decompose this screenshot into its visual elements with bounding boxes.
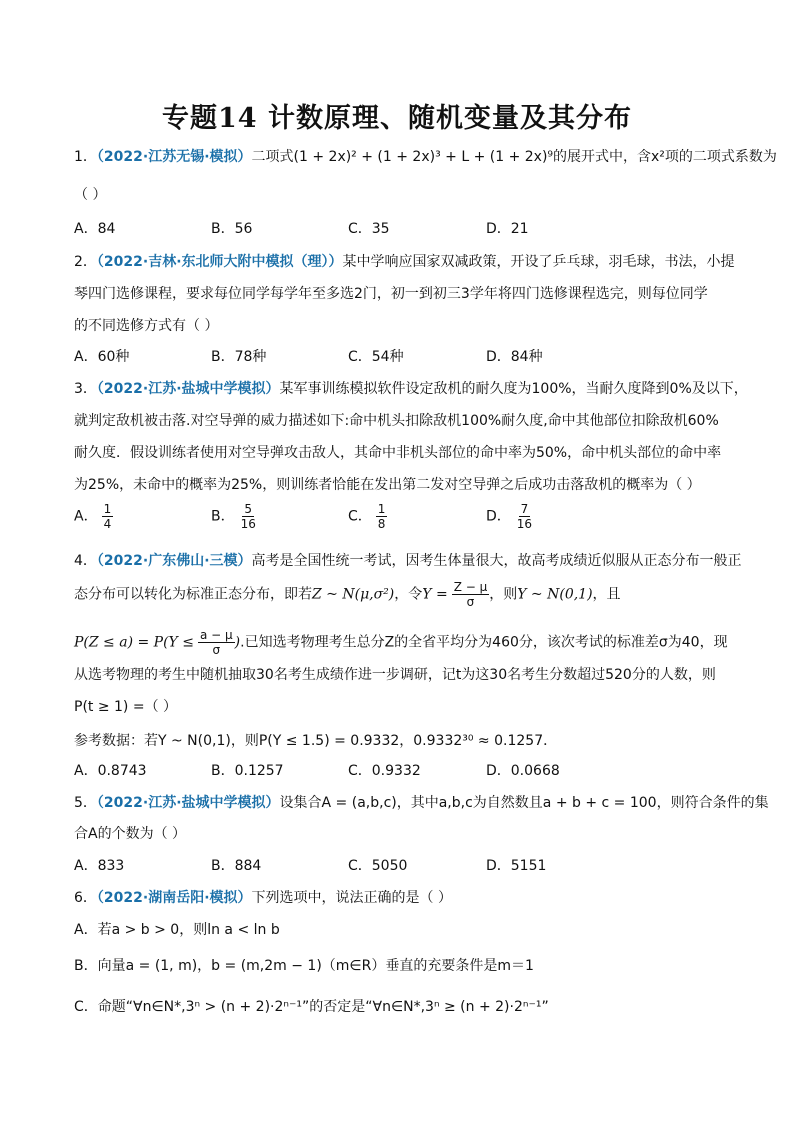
question-1 (74, 146, 777, 166)
option-a: A．833 (74, 858, 125, 874)
option-c: C．命题“∀n∈N*,3ⁿ > (n + 2)·2ⁿ⁻¹”的否定是“∀n∈N*,3ⁿ ≥ (n + 2)·2ⁿ⁻¹” (74, 999, 549, 1015)
question-text: 态分布可以转化为标准正态分布，即若Z ~ N(μ,σ²)，令Y = $\frac{Z - \mu}{\sigma}$ ，则Y ~ N(0,1)，且 (74, 580, 621, 609)
question-number: 5． (74, 795, 97, 811)
question-source: （2022·吉林·东北师大附中模拟（理）） (96, 254, 343, 270)
question-stem: 某中学响应国家双减政策，开设了乒乓球，羽毛球，书法，小提 (342, 254, 735, 270)
question-source: （2022·广东佛山·三模） (96, 553, 252, 569)
option-a: A．0.8743 (74, 763, 147, 779)
question-text: 从选考物理的考生中随机抽取30名考生成绩作进一步调研，记t为这30名考生分数超过520分的人数，则 (74, 667, 716, 683)
page-title: 专题14 计数原理、随机变量及其分布 (162, 103, 632, 134)
option-b: B．0.1257 (211, 763, 284, 779)
question-number: 4． (74, 553, 97, 569)
question-text: 就判定敌机被击落.对空导弹的威力描述如下:命中机头扣除敌机100%耐久度,命中其他部位扣除敌机60% (74, 413, 719, 429)
question-source: （2022·江苏·盐城中学模拟） (96, 795, 280, 811)
option-a: A．60种 (74, 349, 130, 365)
question-text: 琴四门选修课程，要求每位同学每学年至多选2门，初一到初三3学年将四门选修课程选完，则每位同学 (74, 286, 708, 302)
option-a: A． $\frac{1}{4}$ (74, 502, 112, 531)
question-5 (74, 792, 769, 812)
question-stem: 下列选项中，说法正确的是（ ） (251, 890, 452, 906)
answer-paren: （ ） (74, 187, 107, 203)
option-b: B．向量a = (1, m)，b = (m,2m − 1)（m∈R）垂直的充要条件是m＝1 (74, 958, 534, 974)
option-d: D．0.0668 (486, 763, 560, 779)
question-text: 合A的个数为（ ） (74, 826, 187, 842)
question-stem: 高考是全国性统一考试，因考生体量很大，故高考成绩近似服从正态分布一般正 (251, 553, 742, 569)
question-text: 耐久度．假设训练者使用对空导弹攻击敌人，其命中非机头部位的命中率为50%，命中机头部位的命中率 (74, 445, 722, 461)
option-b: B．884 (211, 858, 262, 874)
option-c: C． $\frac{1}{8}$ (348, 502, 386, 531)
option-c: C．35 (348, 221, 390, 237)
option-b: B． $\frac{5}{16}$ (211, 502, 256, 531)
option-b: B．78种 (211, 349, 267, 365)
option-c: C．5050 (348, 858, 408, 874)
option-d: D．5151 (486, 858, 547, 874)
option-c: C．0.9332 (348, 763, 421, 779)
question-text: P(Z ≤ a) = P(Y ≤ $\frac{a - \mu}{\sigma}$ ).已知选考物理考生总分Z的全省平均分为460分，该次考试的标准差σ为40，现 (74, 628, 728, 657)
question-6 (74, 887, 452, 907)
option-d: D．21 (486, 221, 529, 237)
question-text: 为25%，未命中的概率为25%，则训练者恰能在发出第二发对空导弹之后成功击落敌机的概率为（ ） (74, 477, 701, 493)
reference-data: 参考数据：若Y ~ N(0,1)，则P(Y ≤ 1.5) = 0.9332，0.9332³⁰ ≈ 0.1257． (74, 733, 558, 749)
question-4 (74, 550, 742, 570)
option-a: A．若a > b > 0，则ln a < ln b (74, 922, 280, 938)
question-stem: 某军事训练模拟软件设定敌机的耐久度为100%，当耐久度降到0%及以下， (279, 381, 748, 397)
question-text: 的不同选修方式有（ ） (74, 318, 219, 334)
question-source: （2022·江苏无锡·模拟） (96, 149, 252, 165)
question-number: 2． (74, 254, 97, 270)
question-number: 3． (74, 381, 97, 397)
option-d: D．84种 (486, 349, 543, 365)
question-text: P(t ≥ 1) =（ ） (74, 699, 178, 715)
question-3 (74, 378, 748, 398)
question-number: 6． (74, 890, 97, 906)
option-d: D． $\frac{7}{16}$ (486, 502, 533, 531)
option-b: B．56 (211, 221, 253, 237)
option-c: C．54种 (348, 349, 404, 365)
question-source: （2022·江苏·盐城中学模拟） (96, 381, 280, 397)
question-stem: 设集合A = (a,b,c)，其中a,b,c为自然数且a + b + c = 100，则符合条件的集 (279, 795, 769, 811)
question-2 (74, 251, 735, 271)
question-number: 1． (74, 149, 97, 165)
question-stem: 二项式(1 + 2x)² + (1 + 2x)³ + L + (1 + 2x)⁹的展开式中，含x²项的二项式系数为 (251, 149, 777, 165)
option-a: A．84 (74, 221, 116, 237)
question-source: （2022·湖南岳阳·模拟） (96, 890, 252, 906)
